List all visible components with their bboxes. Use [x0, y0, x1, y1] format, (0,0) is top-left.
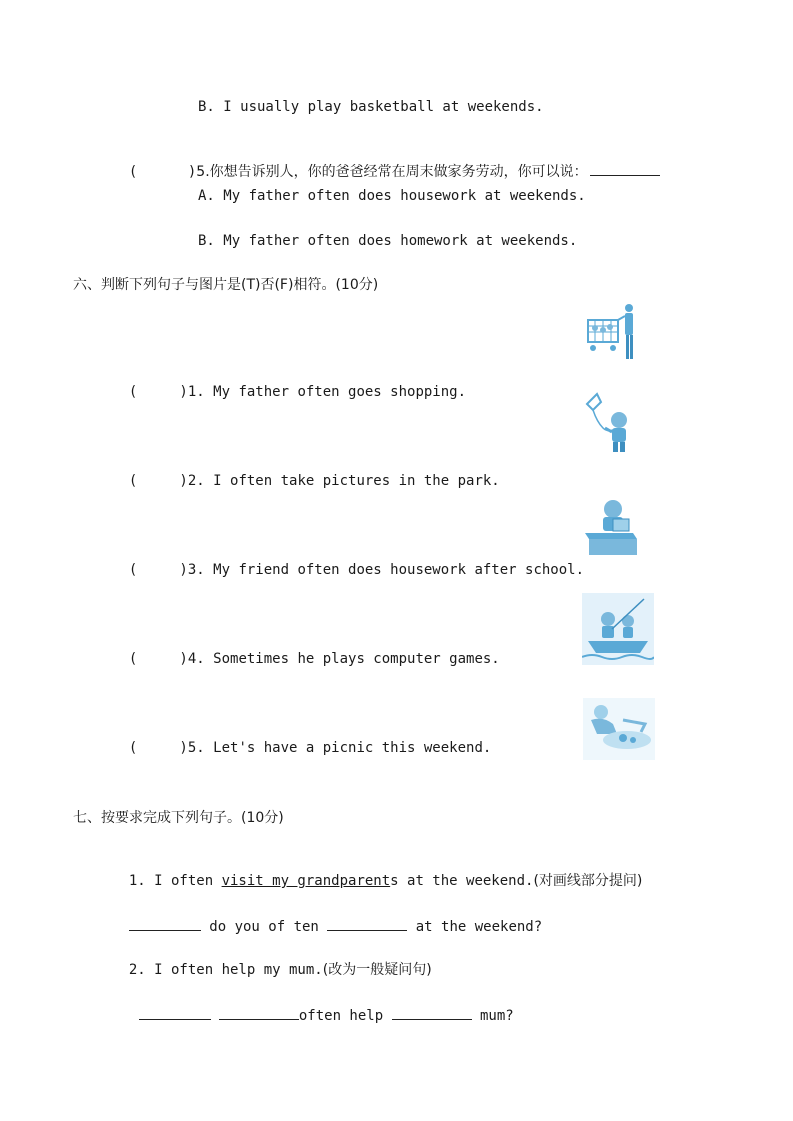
judge-item-1: [112, 365, 466, 401]
judge-item-2: [112, 454, 500, 490]
answer-paren[interactable]: ( ): [128, 384, 188, 400]
answer-paren[interactable]: ( ): [128, 562, 188, 578]
answer-line-1: [112, 898, 542, 936]
question-text: 2. I often help my mum.: [128, 962, 323, 978]
answer-blank[interactable]: [590, 161, 660, 176]
judge-item-text: 3. My friend often does housework after school.: [187, 562, 585, 578]
judge-item-text: 2. I often take pictures in the park.: [187, 473, 500, 489]
judge-item-text: 4. Sometimes he plays computer games.: [187, 651, 500, 667]
computer-boy-icon: [583, 497, 639, 559]
answer-paren[interactable]: ( ): [128, 740, 188, 756]
question-instruction: (对画线部分提问): [533, 873, 643, 889]
answer-blank[interactable]: [392, 1005, 472, 1020]
answer-text: do you of ten: [200, 919, 328, 935]
judge-item-text: 1. My father often goes shopping.: [187, 384, 467, 400]
question-text: 1. I often: [128, 873, 222, 889]
rewrite-question-1: [112, 854, 642, 890]
answer-text: often help: [298, 1008, 392, 1024]
answer-line-2: [122, 987, 514, 1025]
shopping-cart-icon: [585, 302, 637, 364]
answer-text: mum?: [471, 1008, 514, 1024]
question-5: [112, 143, 660, 181]
judge-item-text: 5. Let's have a picnic this weekend.: [187, 740, 492, 756]
kite-boy-icon: [583, 390, 637, 454]
q4-option-b: B. I usually play basketball at weekends.: [198, 99, 544, 115]
answer-text: at the weekend?: [407, 919, 543, 935]
answer-paren[interactable]: ( ): [128, 164, 197, 180]
section-7-heading: 七、按要求完成下列句子。(10分): [73, 810, 284, 826]
judge-item-4: [112, 632, 500, 668]
fishing-boat-icon: [582, 593, 654, 665]
answer-blank[interactable]: [219, 1005, 299, 1020]
question-instruction: (改为一般疑问句): [322, 962, 432, 978]
rewrite-question-2: [112, 943, 432, 979]
picnic-icon: [583, 698, 655, 760]
answer-blank[interactable]: [139, 1005, 211, 1020]
judge-item-3: [112, 543, 584, 579]
answer-paren[interactable]: ( ): [128, 473, 188, 489]
q5-option-b: B. My father often does homework at weekends.: [198, 233, 578, 249]
question-text: s at the weekend.: [390, 873, 534, 889]
section-6-heading: 六、判断下列句子与图片是(T)否(F)相符。(10分): [73, 277, 379, 293]
q5-option-a: A. My father often does housework at weekends.: [198, 188, 586, 204]
underlined-phrase: visit my grandparent: [221, 873, 391, 889]
judge-item-5: [112, 721, 491, 757]
answer-blank[interactable]: [129, 916, 201, 931]
answer-paren[interactable]: ( ): [128, 651, 188, 667]
answer-blank[interactable]: [327, 916, 407, 931]
question-5-prompt: 5.你想告诉别人，你的爸爸经常在周末做家务劳动，你可以说：: [196, 164, 588, 180]
